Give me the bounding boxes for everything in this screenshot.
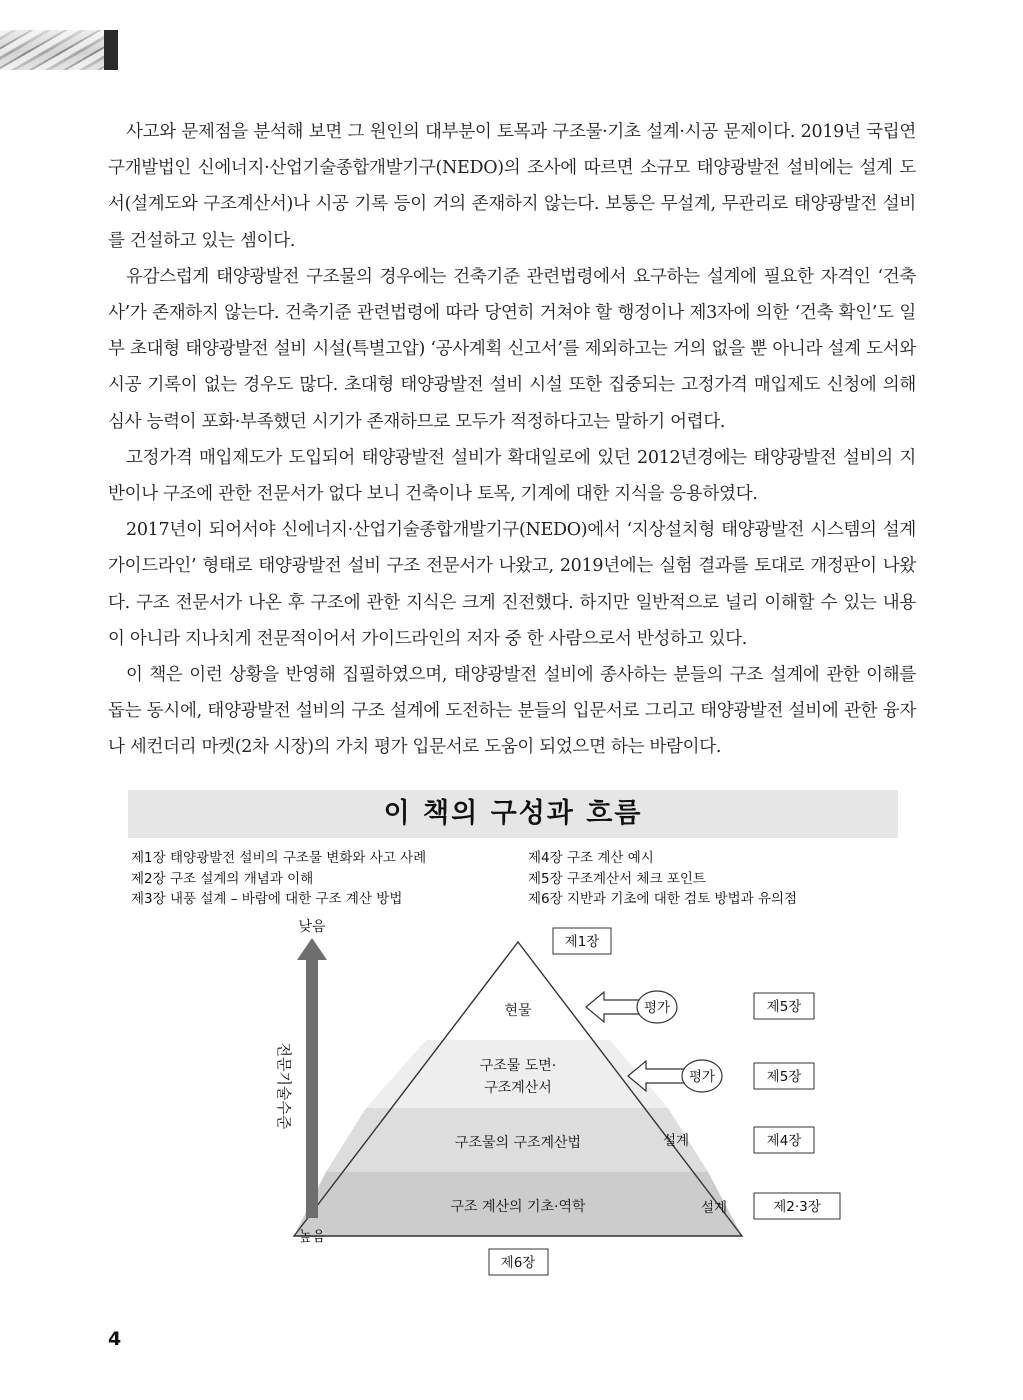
tier-1-shape [426, 942, 610, 1040]
axis-arrow-shaft [306, 958, 318, 1218]
paragraph: 2017년이 되어서야 신에너지·산업기술종합개발기구(NEDO)에서 ‘지상설치형 태양광발전 시스템의 설계 가이드라인’ 형태로 태양광발전 설비 구조 전문서가 나왔고, 2019년에는 실험 결과를 토대로 개정판이 나왔다. 구조 전문서가 나온 후 구조에 관한 지식은 크게 진전했다. 하지만 일반적으로 널리 이해할 수 있는 내용이 아니라 지나치게 전문적이어서 가이드라인의 저자 중 한 사람으로서 반성하고 있다. [108, 520, 916, 649]
section-title: 이 책의 구성과 흐름 [383, 798, 643, 829]
action-label-2: 평가 [688, 1069, 716, 1085]
tier-2-label-line2: 구조계산서 [484, 1080, 552, 1096]
tier-4-label: 구조 계산의 기초·역학 [450, 1199, 586, 1215]
chapter-label-3: 제4장 [766, 1133, 802, 1149]
axis-label: 전문기술수준 [275, 1042, 293, 1130]
apex-chapter-label: 제1장 [564, 934, 600, 950]
chapter-label-1: 제5장 [766, 999, 802, 1015]
axis-top-label: 낮음 [298, 919, 326, 935]
toc-item: 제6장 지반과 기초에 대한 검토 방법과 유의점 [528, 891, 798, 907]
toc-item: 제2장 구조 설계의 개념과 이해 [131, 870, 314, 887]
chapter-label-4: 제2·3장 [773, 1199, 821, 1215]
paragraph: 유감스럽게 태양광발전 구조물의 경우에는 건축기준 관련법령에서 요구하는 설계에 필요한 자격인 ‘건축사’가 존재하지 않는다. 건축기준 관련법령에 따라 당연히 거쳐야 할 행정이나 제3자에 의한 ‘건축 확인’도 일부 초대형 태양광발전 설비 시설(특별고압) ‘공사계획 신고서’를 제외하고는 거의 없을 뿐 아니라 설계 도서와 시공 기록이 없는 경우도 많다. 초대형 태양광발전 설비 시설 또한 집중되는 고정가격 매입제도 신청에 의해 심사 능력이 포화·부족했던 시기가 존재하므로 모두가 적정하다고는 말하기 어렵다. [108, 266, 916, 432]
tier-2-label-line1: 구조물 도면· [479, 1058, 557, 1074]
toc-item: 제1장 태양광발전 설비의 구조물 변화와 사고 사례 [131, 850, 427, 866]
page-number: 4 [108, 1328, 122, 1350]
tier-3-label: 구조물의 구조계산법 [454, 1135, 582, 1151]
tier-2-shape [366, 1040, 668, 1108]
axis-arrow-head-icon [297, 938, 327, 960]
paragraph: 사고와 문제점을 분석해 보면 그 원인의 대부분이 토목과 구조물·기초 설계·시공 문제이다. 2019년 국립연구개발법인 신에너지·산업기술종합개발기구(NEDO)의 조사에 따르면 소규모 태양광발전 설비에는 설계 도서(설계도와 구조계산서)나 시공 기록 등이 거의 존재하지 않는다. 보통은 무설계, 무관리로 태양광발전 설비를 건설하고 있는 셈이다. [108, 122, 916, 251]
action-label-1: 평가 [643, 1000, 671, 1016]
chapter-label-2: 제5장 [766, 1069, 802, 1085]
action-label-3: 설계 [662, 1133, 690, 1149]
toc-item: 제4장 구조 계산 예시 [528, 850, 654, 866]
tier-1-label: 현물 [504, 1003, 532, 1019]
action-label-4: 설계 [700, 1200, 728, 1216]
base-chapter-label: 제6장 [500, 1255, 536, 1271]
toc-item: 제5장 구조계산서 체크 포인트 [528, 870, 706, 887]
paragraph: 고정가격 매입제도가 도입되어 태양광발전 설비가 확대일로에 있던 2012년경에는 태양광발전 설비의 지반이나 구조에 관한 전문서가 없다 보니 건축이나 토목, 기계에 대한 지식을 응용하였다. [108, 447, 916, 505]
axis-bottom-label: 높음 [298, 1229, 326, 1245]
toc-item: 제3장 내풍 설계 – 바람에 대한 구조 계산 방법 [131, 891, 403, 907]
paragraph: 이 책은 이런 상황을 반영해 집필하였으며, 태양광발전 설비에 종사하는 분들의 구조 설계에 관한 이해를 돕는 동시에, 태양광발전 설비의 구조 설계에 도전하는 분들의 입문서로 그리고 태양광발전 설비에 관한 융자나 세컨더리 마켓(2차 시장)의 가치 평가 입문서로 도움이 되었으면 하는 바람이다. [108, 665, 916, 758]
